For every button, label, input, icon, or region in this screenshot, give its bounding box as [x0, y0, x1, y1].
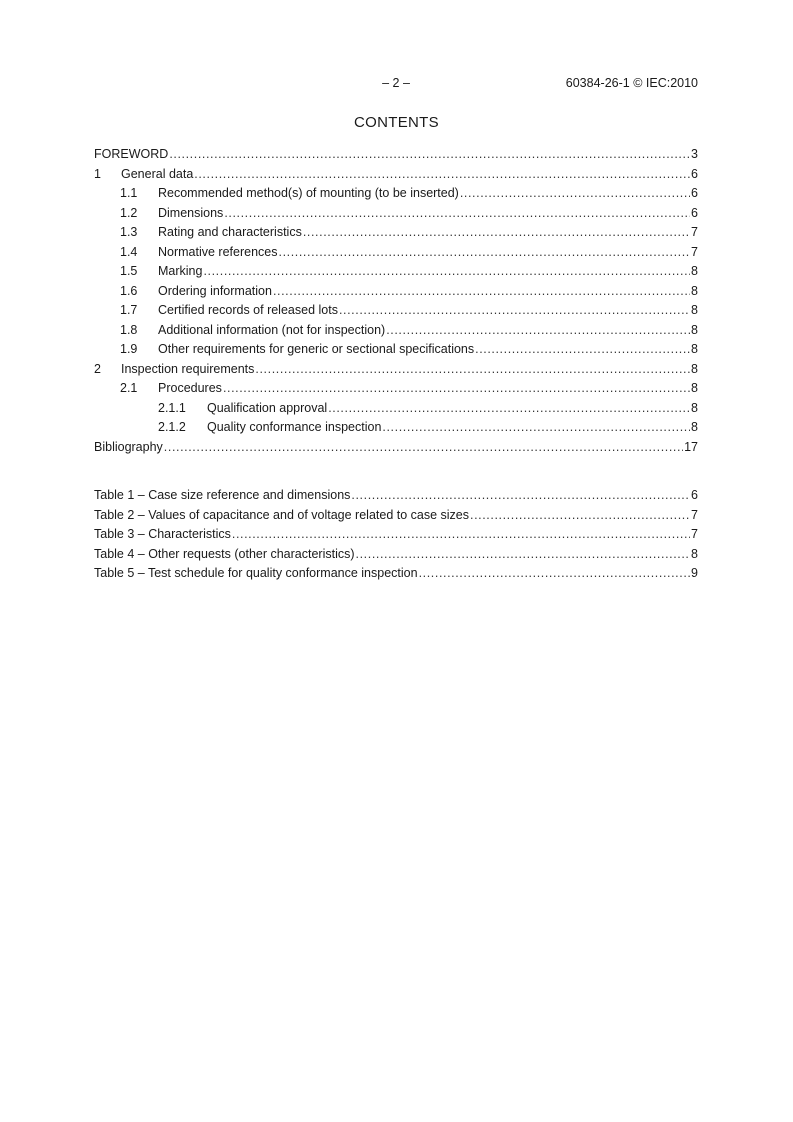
dot-leader — [328, 399, 690, 419]
toc-entry-title: Additional information (not for inspection) — [158, 322, 386, 337]
toc-entry-title: Rating and characteristics — [158, 225, 302, 239]
toc-entry-number: 2 — [94, 361, 101, 376]
toc-entry[interactable] — [94, 379, 698, 399]
toc-entry-page: 8 — [691, 420, 698, 434]
toc-entry-page: 7 — [691, 507, 698, 522]
toc-entry-number: 2.1.1 — [158, 400, 186, 415]
toc-entry[interactable] — [94, 301, 698, 321]
toc-entry-page: 7 — [691, 244, 698, 259]
toc-entry-number: 1.4 — [120, 244, 138, 259]
dot-leader — [356, 545, 691, 565]
toc-entry-number: 1.3 — [120, 225, 138, 239]
toc-entry[interactable] — [94, 399, 698, 419]
toc-entry[interactable] — [94, 564, 698, 584]
toc-entry-number: 1.7 — [120, 303, 138, 317]
toc-entry[interactable] — [94, 165, 698, 185]
toc-entry[interactable] — [94, 145, 698, 165]
toc-entry-title: FOREWORD — [94, 147, 169, 161]
page-number: – 2 – — [382, 76, 410, 90]
toc-entry[interactable] — [94, 262, 698, 282]
toc-entry-number: 2.1 — [120, 381, 138, 395]
toc-entry[interactable] — [94, 360, 698, 380]
toc-entry[interactable] — [94, 545, 698, 565]
toc-entry-title: Recommended method(s) of mounting (to be inserted) — [158, 186, 459, 200]
toc-entry-title: Certified records of released lots — [158, 303, 338, 317]
toc-entry-title: Table 1 – Case size reference and dimensions — [94, 488, 351, 502]
dot-leader — [351, 486, 690, 506]
toc-entry-title: Normative references — [158, 244, 278, 259]
toc-entry[interactable] — [94, 184, 698, 204]
toc-entry-page: 8 — [691, 322, 698, 337]
toc-entry-title: Quality conformance inspection — [207, 420, 382, 434]
toc-entry[interactable] — [94, 340, 698, 360]
dot-leader — [194, 165, 690, 185]
toc-entry-page: 6 — [691, 488, 698, 502]
table-of-contents — [94, 145, 698, 457]
dot-leader — [303, 223, 690, 243]
toc-entry-page: 8 — [691, 283, 698, 298]
toc-entry-title: Ordering information — [158, 283, 272, 298]
toc-entry[interactable] — [94, 282, 698, 302]
dot-leader — [224, 204, 690, 224]
toc-entry-page: 6 — [691, 205, 698, 220]
toc-entry-number: 1 — [94, 166, 101, 181]
toc-entry-page: 8 — [691, 361, 698, 376]
toc-entry[interactable] — [94, 321, 698, 341]
toc-entry-number: 2.1.2 — [158, 420, 186, 434]
toc-entry-page: 17 — [684, 439, 698, 454]
toc-entry-number: 1.8 — [120, 322, 138, 337]
dot-leader — [460, 184, 690, 204]
dot-leader — [475, 340, 690, 360]
toc-entry-title: Bibliography — [94, 439, 163, 454]
toc-entry-title: Marking — [158, 264, 203, 278]
toc-entry-page: 9 — [691, 566, 698, 580]
toc-entry-page: 6 — [691, 166, 698, 181]
toc-entry[interactable] — [94, 525, 698, 545]
toc-entry-title: General data — [121, 166, 194, 181]
toc-entry[interactable] — [94, 243, 698, 263]
toc-entry[interactable] — [94, 438, 698, 458]
toc-entry[interactable] — [94, 223, 698, 243]
dot-leader — [386, 321, 690, 341]
toc-entry-title: Dimensions — [158, 205, 224, 220]
toc-entry-page: 8 — [691, 400, 698, 415]
toc-entry-title: Other requirements for generic or sectional specifications — [158, 342, 475, 356]
dot-leader — [223, 379, 690, 399]
toc-entry-page: 8 — [691, 264, 698, 278]
toc-entry-title: Table 5 – Test schedule for quality conformance inspection — [94, 566, 418, 580]
page-title: CONTENTS — [354, 114, 439, 131]
toc-entry-number: 1.9 — [120, 342, 138, 356]
toc-entry-title: Table 2 – Values of capacitance and of voltage related to case sizes — [94, 507, 470, 522]
toc-entry-title: Procedures — [158, 381, 222, 395]
dot-leader — [339, 301, 690, 321]
toc-entry[interactable] — [94, 506, 698, 526]
toc-entry-title: Table 3 – Characteristics — [94, 527, 231, 541]
toc-entry-page: 8 — [691, 381, 698, 395]
list-of-tables — [94, 486, 698, 584]
dot-leader — [470, 506, 690, 526]
dot-leader — [382, 418, 690, 438]
toc-entry-title: Table 4 – Other requests (other characteristics) — [94, 546, 355, 561]
dot-leader — [169, 145, 690, 165]
toc-entry-page: 7 — [691, 225, 698, 239]
toc-entry-number: 1.6 — [120, 283, 138, 298]
toc-entry-title: Inspection requirements — [121, 361, 255, 376]
dot-leader — [203, 262, 690, 282]
toc-entry-page: 6 — [691, 186, 698, 200]
dot-leader — [232, 525, 690, 545]
dot-leader — [255, 360, 690, 380]
dot-leader — [419, 564, 690, 584]
toc-entry-title: Qualification approval — [207, 400, 328, 415]
toc-entry[interactable] — [94, 418, 698, 438]
dot-leader — [164, 438, 683, 458]
toc-entry[interactable] — [94, 486, 698, 506]
toc-entry-page: 7 — [691, 527, 698, 541]
document-reference: 60384-26-1 © IEC:2010 — [565, 76, 698, 90]
toc-entry-page: 3 — [691, 147, 698, 161]
dot-leader — [279, 243, 691, 263]
toc-entry[interactable] — [94, 204, 698, 224]
toc-entry-page: 8 — [691, 303, 698, 317]
toc-entry-page: 8 — [691, 546, 698, 561]
toc-entry-number: 1.1 — [120, 186, 138, 200]
dot-leader — [273, 282, 690, 302]
toc-entry-page: 8 — [691, 342, 698, 356]
toc-entry-number: 1.2 — [120, 205, 138, 220]
toc-entry-number: 1.5 — [120, 264, 138, 278]
